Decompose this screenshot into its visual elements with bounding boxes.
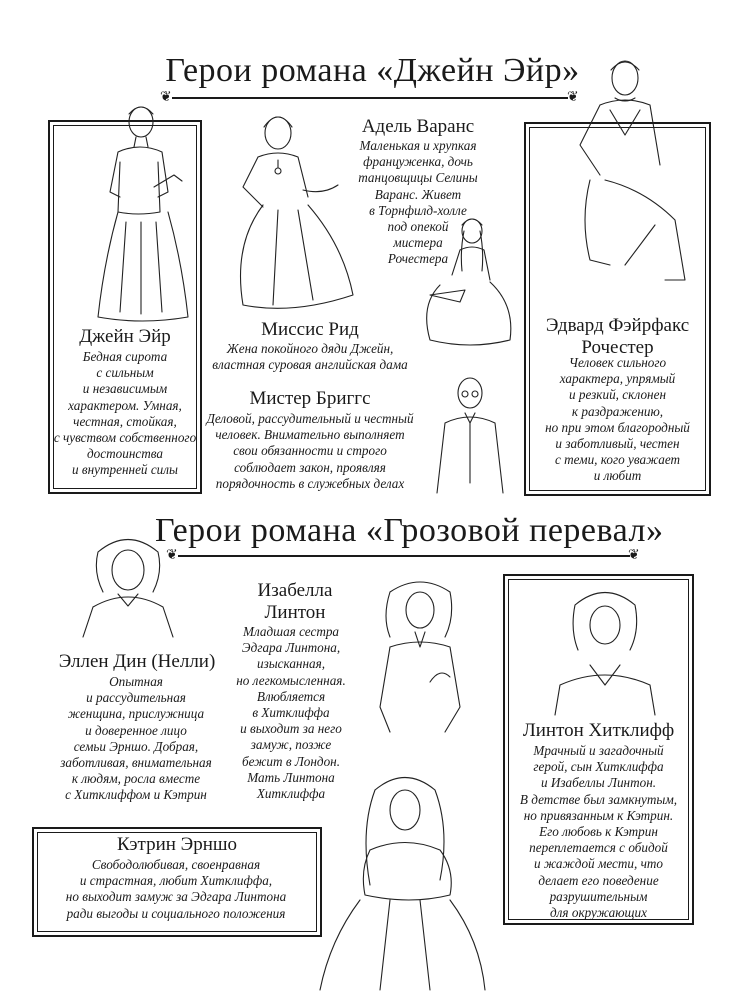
- catherine-earnshaw-name: Кэтрин Эрншо: [116, 834, 238, 855]
- rochester-name: Эдвард Фэйрфакс Рочестер: [545, 315, 690, 358]
- adele-name: Адель Варанс: [361, 116, 475, 137]
- ellen-dean-illustration: [68, 522, 188, 642]
- ornament-right-icon: ❦: [628, 547, 640, 563]
- isabella-desc: Младшая сестра Эдгара Линтона, изысканная, но легкомысленная. Влюбляется в Хитклиффа и выходит за него замуж, позже бежит в Лондон. Мать Линтона Хитклиффа: [236, 624, 346, 802]
- title-rule-2: [178, 555, 630, 557]
- title-rule: [172, 97, 568, 99]
- adele-illustration: [410, 205, 520, 355]
- mr-briggs-name: Мистер Бриггс: [249, 388, 371, 409]
- linton-heathcliff-illustration: [545, 580, 665, 715]
- jane-eyre-illustration: [56, 89, 196, 322]
- section-title-wuthering-heights: Герои романа «Грозовой перевал»: [155, 512, 664, 549]
- mrs-reed-name: Миссис Рид: [261, 319, 359, 340]
- jane-eyre-name: Джейн Эйр: [79, 326, 171, 347]
- isabella-illustration: [360, 572, 480, 772]
- mrs-reed-desc: Жена покойного дяди Джейн, властная суровая английская дама: [212, 341, 408, 373]
- isabella-name: Изабелла Линтон: [257, 580, 333, 623]
- adele-desc: Маленькая и хрупкая француженка, дочь танцовщицы Селины Варанс. Живет в Торнфилд-холле под опекой мистера Рочестера: [358, 138, 478, 267]
- ellen-dean-desc: Опытная и рассудительная женщина, прислужница и доверенное лицо семьи Эрншо. Добрая, заботливая, внимательная к людям, росла вместе с Хитклиффом и Кэтрин: [60, 674, 212, 803]
- linton-heathcliff-name: Линтон Хитклифф: [522, 720, 675, 741]
- ornament-right-icon: ❦: [567, 89, 579, 105]
- ornament-left-icon: ❦: [166, 547, 178, 563]
- catherine-earnshaw-illustration: [300, 770, 490, 995]
- linton-heathcliff-desc: Мрачный и загадочный герой, сын Хитклиффа и Изабеллы Линтон. В детстве был замкнутым, но привязанным к Кэтрин. Его любовь к Кэтрин переплетается с обидой и жаждой мести, что делает его поведение разрушительным для окружающих: [519, 743, 678, 921]
- rochester-illustration: [545, 50, 695, 300]
- ornament-left-icon: ❦: [160, 89, 172, 105]
- ellen-dean-name: Эллен Дин (Нелли): [58, 651, 216, 672]
- jane-eyre-desc: Бедная сирота с сильным и независимым характером. Умная, честная, стойкая, с чувством собственного достоинства и внутренней силы: [53, 349, 197, 478]
- mrs-reed-illustration: [218, 105, 358, 315]
- mr-briggs-illustration: [425, 368, 515, 498]
- rochester-desc: Человек сильного характера, упрямый и резкий, склонен к раздражению, но при этом благородный и заботливый, честен с теми, кого уважает и любит: [545, 355, 690, 484]
- mr-briggs-desc: Деловой, рассудительный и честный человек. Внимательно выполняет свои обязанности и строго соблюдает закон, проявляя порядочность в служебных делах: [206, 411, 414, 491]
- catherine-earnshaw-desc: Свободолюбивая, своенравная и страстная, любит Хитклиффа, но выходит замуж за Эдгара Линтона ради выгоды и социального положения: [65, 857, 287, 921]
- section-title-jane-eyre: Герои романа «Джейн Эйр»: [165, 52, 580, 89]
